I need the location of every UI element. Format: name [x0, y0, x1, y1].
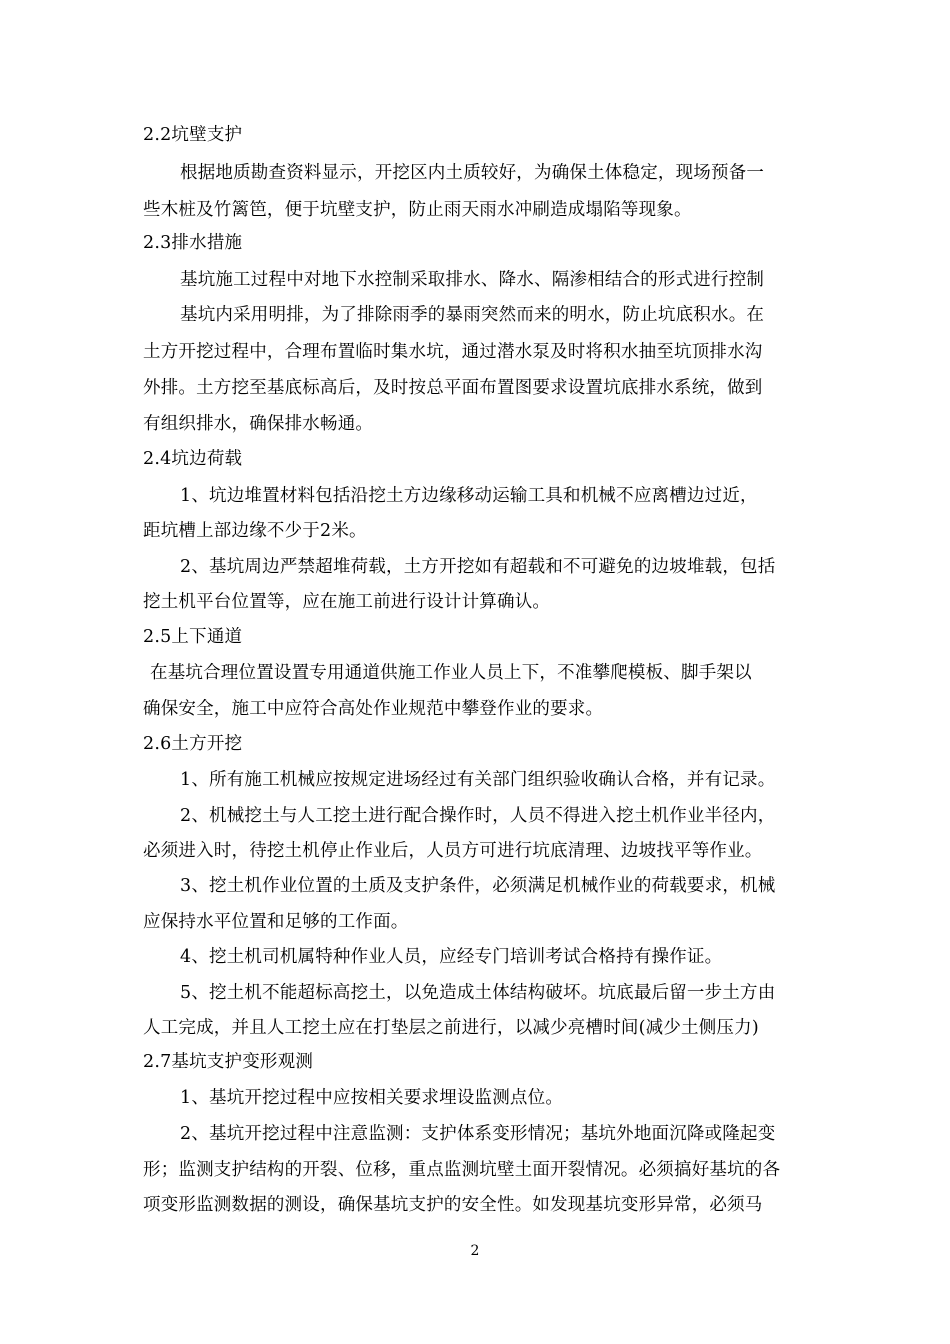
paragraph-line: 必须进入时，待挖土机停止作业后，人员方可进行坑底清理、边坡找平等作业。 — [143, 841, 763, 861]
paragraph-line: 距坑槽上部边缘不少于2米。 — [143, 521, 367, 541]
heading-2-5: 2.5上下通道 — [143, 627, 243, 647]
paragraph-line: 基坑施工过程中对地下水控制采取排水、降水、隔渗相结合的形式进行控制 — [180, 270, 765, 290]
paragraph-line: 项变形监测数据的测设，确保基坑支护的安全性。如发现基坑变形异常，必须马 — [143, 1195, 763, 1215]
paragraph-line: 3、挖土机作业位置的土质及支护条件，必须满足机械作业的荷载要求，机械 — [180, 876, 776, 896]
paragraph-line: 应保持水平位置和足够的工作面。 — [143, 912, 409, 932]
paragraph-line: 确保安全，施工中应符合高处作业规范中攀登作业的要求。 — [143, 699, 604, 719]
paragraph-line: 根据地质勘查资料显示，开挖区内土质较好，为确保土体稳定，现场预备一 — [180, 163, 765, 183]
page-number: 2 — [470, 1243, 480, 1259]
paragraph-line: 挖土机平台位置等，应在施工前进行设计计算确认。 — [143, 592, 551, 612]
heading-2-3: 2.3排水措施 — [143, 233, 243, 253]
paragraph-line: 2、基坑开挖过程中注意监测：支护体系变形情况；基坑外地面沉降或隆起变 — [180, 1124, 776, 1144]
paragraph-line: 土方开挖过程中，合理布置临时集水坑，通过潜水泵及时将积水抽至坑顶排水沟 — [143, 342, 763, 362]
heading-2-6: 2.6土方开挖 — [143, 734, 243, 754]
paragraph-line: 1、基坑开挖过程中应按相关要求埋设监测点位。 — [180, 1088, 564, 1108]
paragraph-line: 4、挖土机司机属特种作业人员，应经专门培训考试合格持有操作证。 — [180, 947, 723, 967]
paragraph-line: 5、挖土机不能超标高挖土，以免造成土体结构破坏。坑底最后留一步土方由 — [180, 983, 776, 1003]
heading-2-4: 2.4坑边荷载 — [143, 449, 243, 469]
paragraph-line: 形；监测支护结构的开裂、位移，重点监测坑壁土面开裂情况。必须搞好基坑的各 — [143, 1160, 781, 1180]
paragraph-line: 1、所有施工机械应按规定进场经过有关部门组织验收确认合格，并有记录。 — [180, 770, 776, 790]
paragraph-line: 有组织排水，确保排水畅通。 — [143, 414, 374, 434]
paragraph-line: 1、坑边堆置材料包括沿挖土方边缘移动运输工具和机械不应离槽边过近， — [180, 486, 758, 506]
paragraph-line: 基坑内采用明排，为了排除雨季的暴雨突然而来的明水，防止坑底积水。在 — [180, 305, 765, 325]
paragraph-line: 2、机械挖土与人工挖土进行配合操作时，人员不得进入挖土机作业半径内， — [180, 806, 776, 826]
paragraph-line: 些木桩及竹篱笆，便于坑壁支护，防止雨天雨水冲刷造成塌陷等现象。 — [143, 200, 692, 220]
heading-2-7: 2.7基坑支护变形观测 — [143, 1052, 314, 1072]
heading-2-2: 2.2坑壁支护 — [143, 125, 243, 145]
paragraph-line: 外排。土方挖至基底标高后，及时按总平面布置图要求设置坑底排水系统，做到 — [143, 378, 763, 398]
paragraph-line: 人工完成，并且人工挖土应在打垫层之前进行，以减少亮槽时间(减少土侧压力) — [143, 1018, 759, 1038]
paragraph-line: 2、基坑周边严禁超堆荷载，土方开挖如有超载和不可避免的边坡堆载，包括 — [180, 557, 776, 577]
paragraph-line: 在基坑合理位置设置专用通道供施工作业人员上下，不准攀爬模板、脚手架以 — [150, 663, 752, 683]
